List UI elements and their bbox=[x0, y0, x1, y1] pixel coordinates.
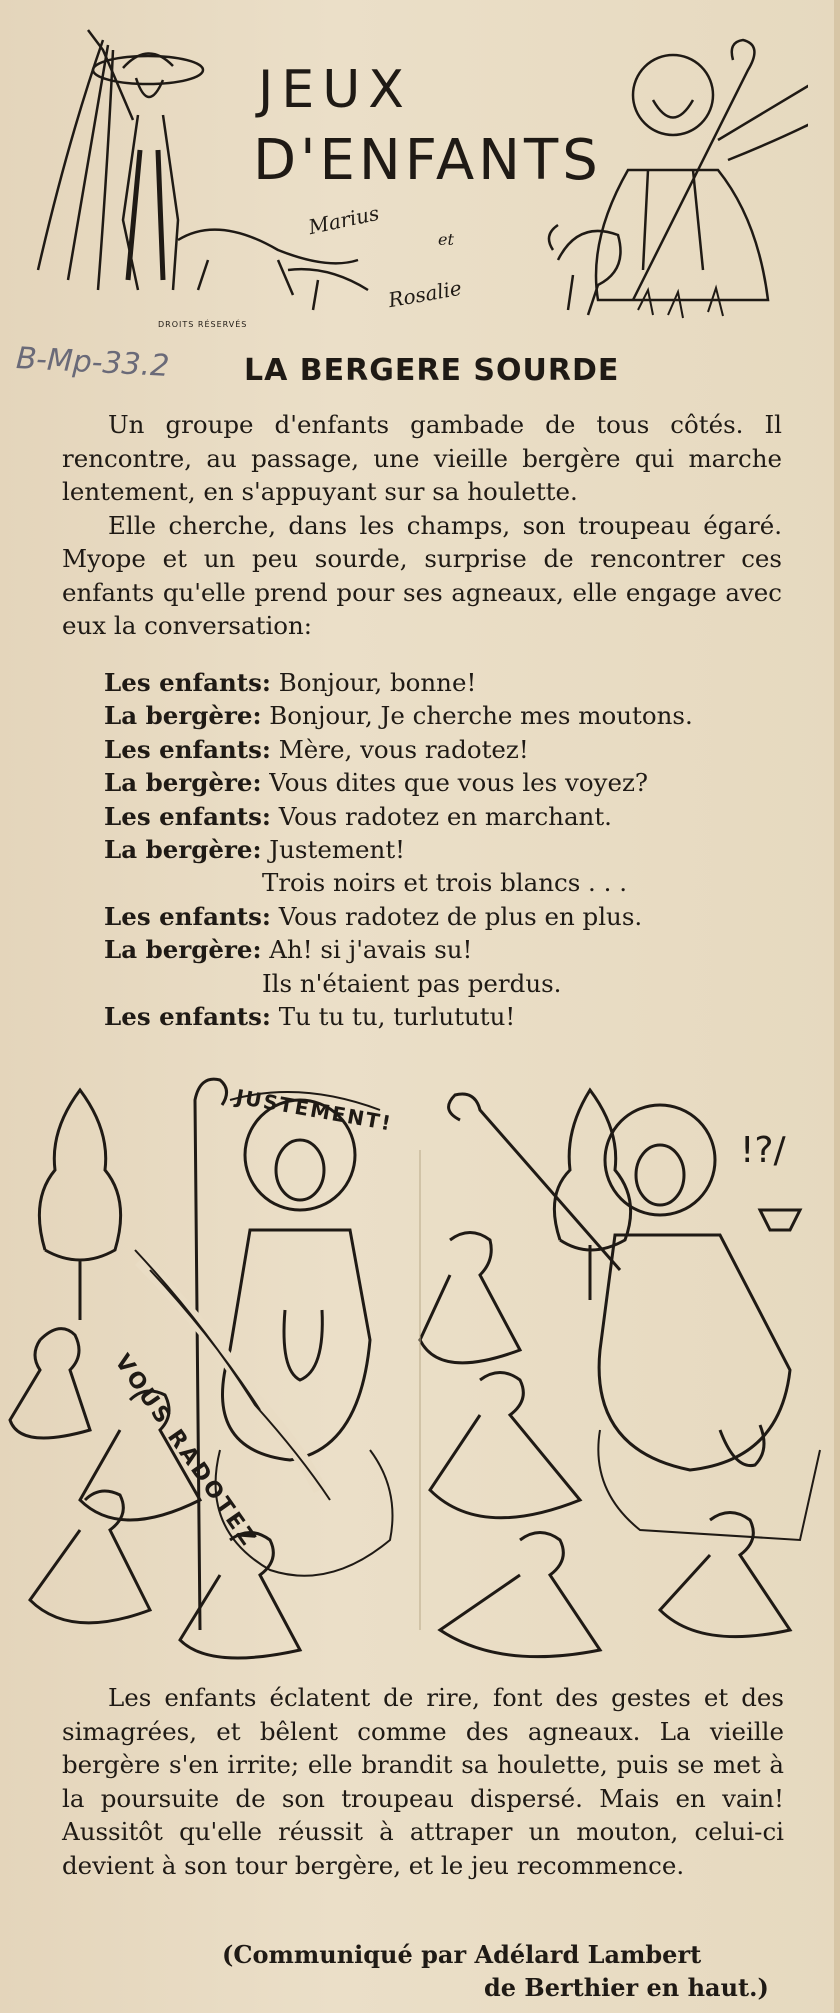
dialog-text: Vous radotez en marchant. bbox=[270, 801, 612, 831]
dialog-speaker: Les enfants: bbox=[104, 668, 271, 697]
page-edge bbox=[834, 0, 840, 2013]
credit-line2: de Berthier en haut.) bbox=[484, 1973, 769, 2002]
credit-line1: (Communiqué par Adélard Lambert bbox=[222, 1940, 702, 1969]
dialog-text: Vous radotez de plus en plus. bbox=[270, 901, 643, 931]
kid-right-4 bbox=[660, 1513, 790, 1637]
dialog-line bbox=[104, 900, 804, 933]
shepherdess-hand-right bbox=[720, 1425, 764, 1466]
shepherdess-bonnet bbox=[633, 55, 713, 135]
header-title-line2: D'ENFANTS bbox=[253, 128, 602, 193]
intro-paragraph: Elle cherche, dans les champs, son troupeau égaré. Myope et un peu sourde, surprise de rencontrer ces enfants qu'elle prend pour ses agneaux, elle engage avec eux la conversation: bbox=[62, 510, 782, 640]
shepherdess-face bbox=[653, 100, 693, 118]
lamb bbox=[549, 225, 621, 315]
closing-text bbox=[62, 1681, 784, 1883]
artist-signature-marius: Marius bbox=[306, 200, 382, 240]
kid-right-3 bbox=[440, 1533, 600, 1657]
grass bbox=[638, 288, 723, 318]
dialog-line bbox=[104, 699, 804, 732]
dialog-block bbox=[104, 666, 804, 1033]
intro-text bbox=[62, 408, 782, 643]
dialog-speaker: Les enfants: bbox=[104, 1002, 271, 1032]
header-illustration bbox=[28, 20, 808, 329]
archive-mark: B-Mp-33.2 bbox=[15, 341, 171, 384]
dialog-speaker: La bergère: bbox=[104, 935, 262, 965]
left-panel bbox=[10, 1079, 393, 1658]
dialog-text: Bonjour, bonne! bbox=[270, 668, 477, 697]
dialog-line bbox=[104, 800, 804, 833]
lady-hat bbox=[93, 56, 203, 84]
apron-left bbox=[284, 1310, 322, 1380]
dialog-speaker: Les enfants: bbox=[104, 734, 271, 764]
story-illustration bbox=[0, 1070, 840, 1665]
dialog-line bbox=[104, 866, 804, 899]
dialog-line bbox=[104, 833, 804, 866]
closing-paragraph: Les enfants éclatent de rire, font des gestes et des simagrées, et bêlent comme des agneaux. La vieille bergère s'en irrite; elle brandit sa houlette, puis se met à la poursuite de son troupeau dispersé. Mais en vain! Aussitôt qu'elle réussit à attraper un mouton, celui-ci devient à son tour bergère, et le jeu recommence. bbox=[62, 1683, 784, 1880]
dialog-speaker: Les enfants: bbox=[104, 901, 271, 931]
shepherdess-body-right bbox=[599, 1235, 790, 1470]
tree-left bbox=[39, 1090, 120, 1320]
artist-signature-rosalie: Rosalie bbox=[386, 275, 464, 313]
intro-paragraph: Un groupe d'enfants gambade de tous côtés. Il rencontre, au passage, une vieille bergère qui marche lentement, en s'appuyant sur sa houlette. bbox=[62, 410, 782, 506]
dialog-text: Vous dites que vous les voyez? bbox=[261, 768, 649, 798]
dialog-line bbox=[104, 1000, 804, 1033]
dialog-line bbox=[104, 967, 804, 1000]
banner-vous-radotez: VOUS RADOTEZ bbox=[109, 1350, 262, 1553]
dog-right bbox=[288, 269, 368, 310]
kid-left-1 bbox=[10, 1329, 90, 1438]
dialog-line bbox=[104, 933, 804, 966]
shepherdess-ribbons bbox=[718, 80, 808, 160]
header-title-line1: JEUX bbox=[258, 60, 412, 120]
banner-justement: JUSTEMENT! bbox=[234, 1084, 395, 1136]
dialog-speaker: La bergère: bbox=[104, 701, 262, 731]
dialog-text: Trois noirs et trois blancs . . . bbox=[262, 868, 627, 898]
headline: LA BERGERE SOURDE bbox=[244, 353, 620, 388]
shepherdess-dress bbox=[596, 170, 768, 300]
dialog-line bbox=[104, 733, 804, 766]
shepherdess-face-left bbox=[276, 1140, 324, 1200]
dialog-line bbox=[104, 666, 804, 699]
dog-left bbox=[178, 230, 358, 295]
right-panel bbox=[420, 1090, 820, 1657]
dialog-speaker: La bergère: bbox=[104, 768, 262, 798]
crook-right bbox=[449, 1094, 620, 1270]
lady-ribbons bbox=[38, 40, 113, 290]
question-marks: !?/ bbox=[740, 1130, 786, 1171]
kid-right-1 bbox=[420, 1233, 520, 1363]
kid-right-2 bbox=[430, 1373, 580, 1518]
lady-dress bbox=[128, 150, 163, 280]
dialog-speaker: Les enfants: bbox=[104, 801, 271, 831]
dialog-text: Bonjour, Je cherche mes moutons. bbox=[261, 701, 693, 731]
shepherdess-face-right bbox=[636, 1145, 684, 1205]
dialog-line bbox=[104, 766, 804, 799]
lady-face bbox=[136, 78, 163, 97]
cup-right bbox=[760, 1210, 800, 1230]
dialog-text: Mère, vous radotez! bbox=[270, 734, 529, 764]
kid-left-3 bbox=[30, 1491, 150, 1623]
dialog-speaker: La bergère: bbox=[104, 835, 262, 865]
artist-signature-et: et bbox=[438, 230, 454, 249]
shepherdess-body-left bbox=[223, 1230, 371, 1460]
dialog-text: Ah! si j'avais su! bbox=[261, 935, 473, 965]
rights-notice: DROITS RÉSERVÉS bbox=[158, 320, 248, 329]
dialog-text: Tu tu tu, turlututu! bbox=[270, 1002, 516, 1032]
dialog-text: Ils n'étaient pas perdus. bbox=[262, 968, 562, 998]
dialog-text: Justement! bbox=[261, 835, 406, 865]
shepherdess-bonnet-right bbox=[605, 1105, 715, 1215]
